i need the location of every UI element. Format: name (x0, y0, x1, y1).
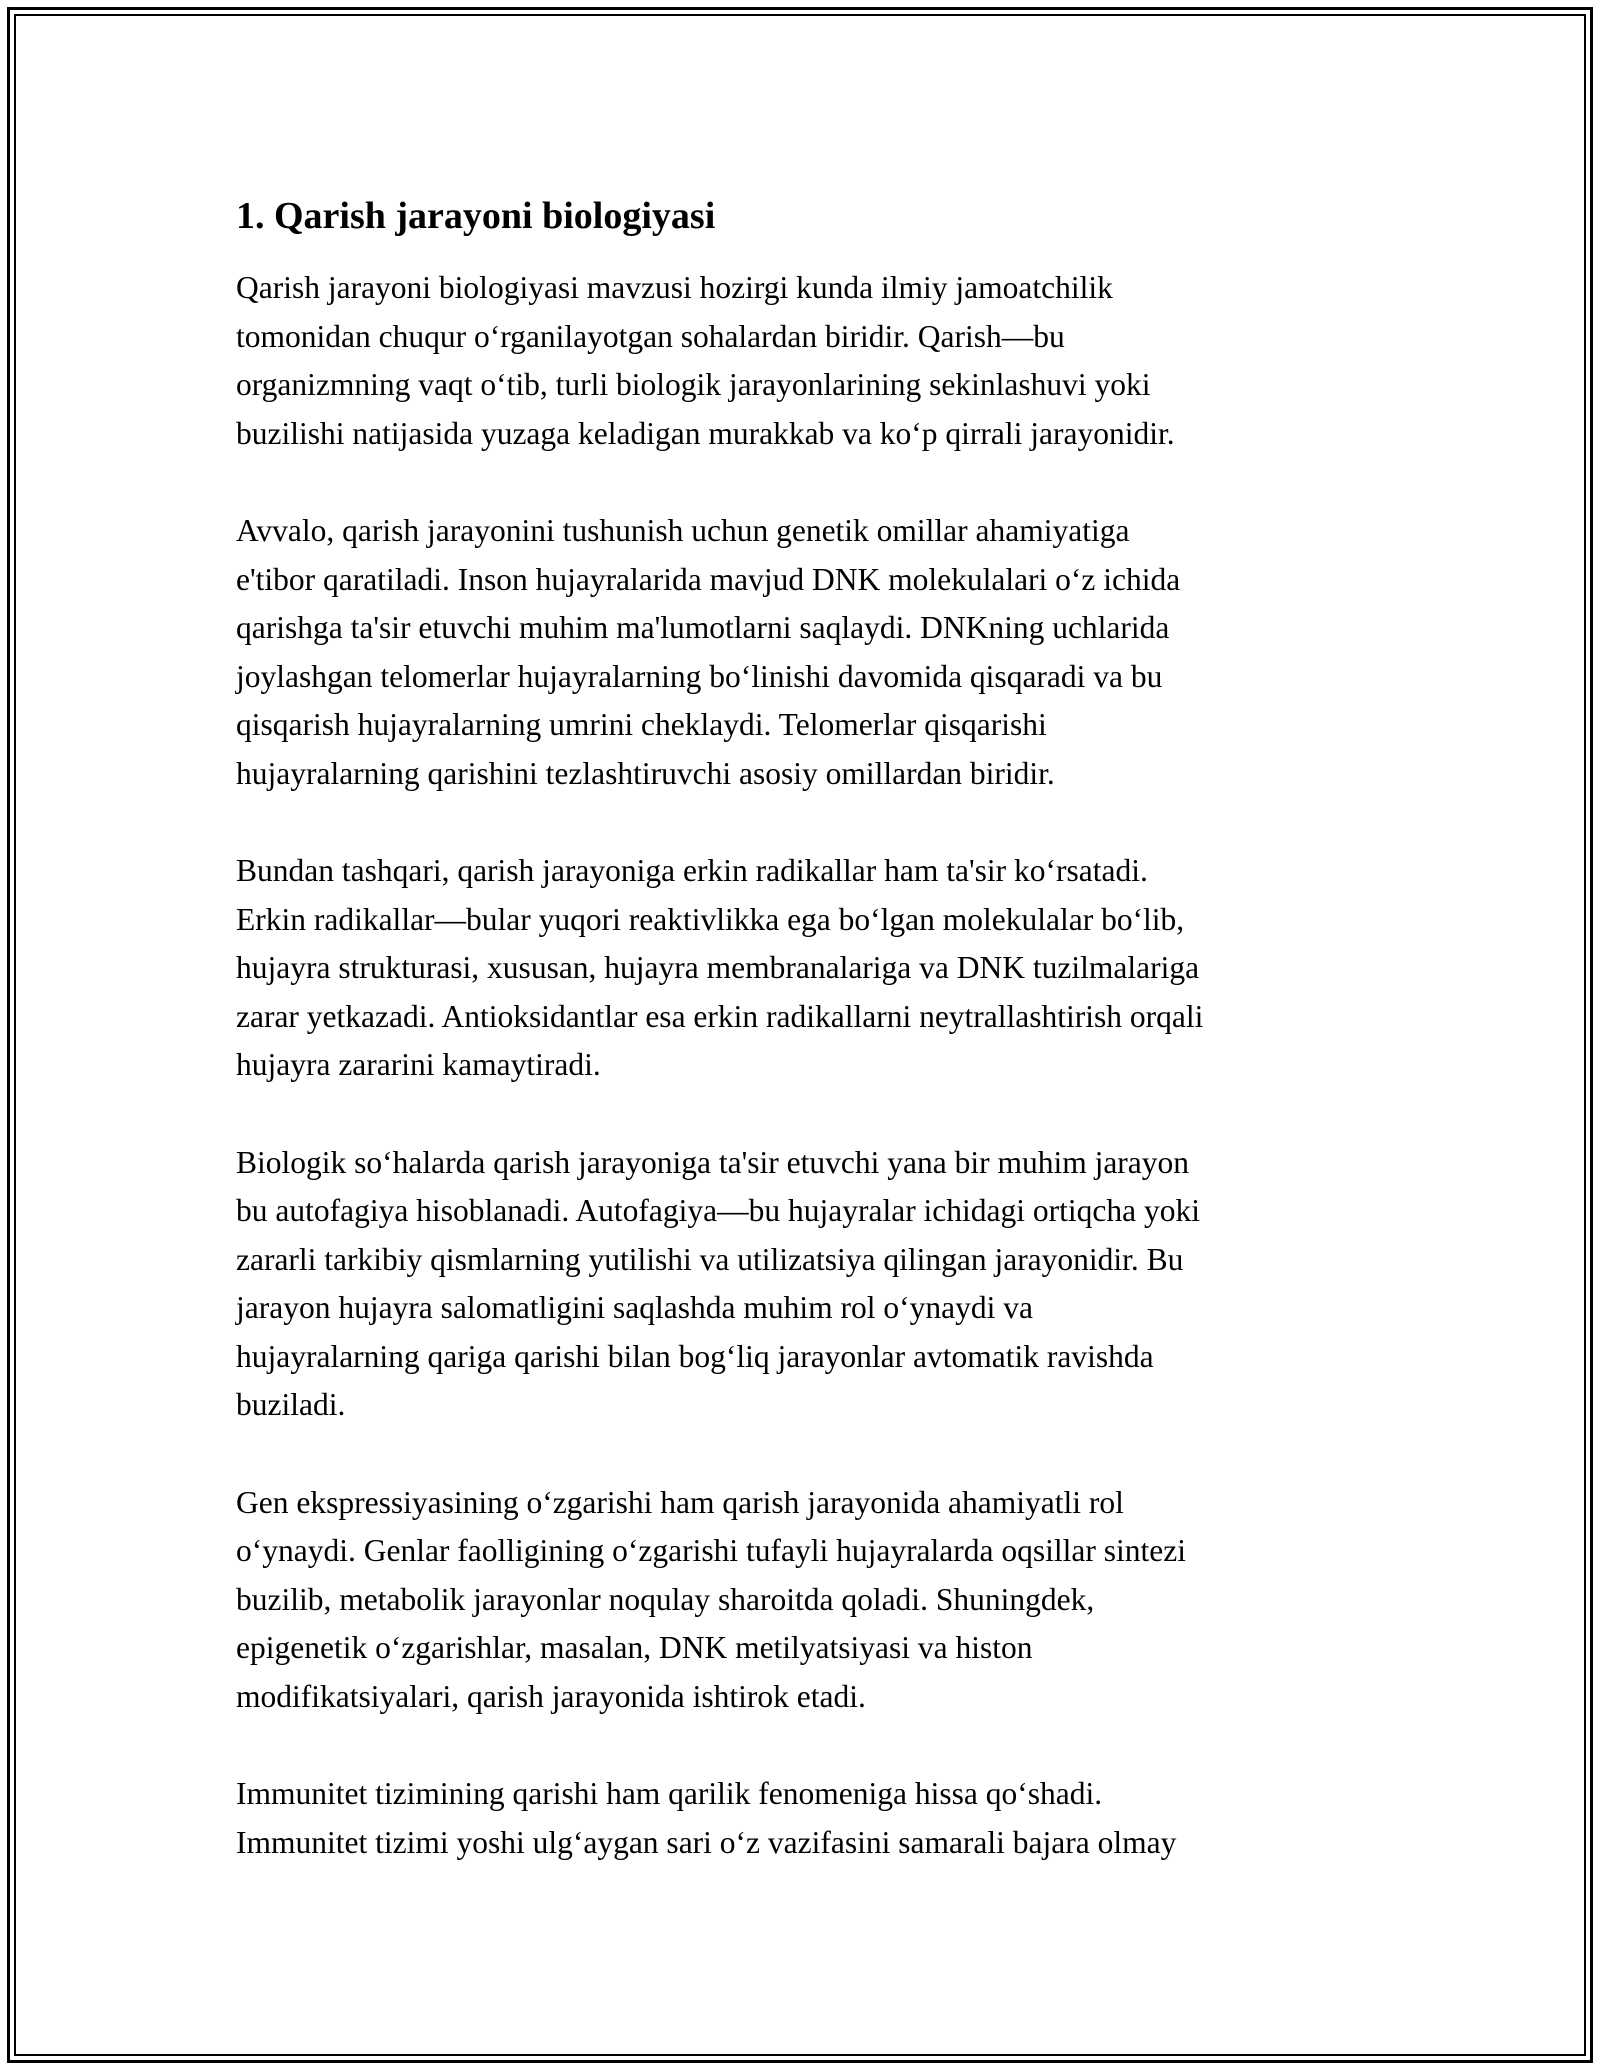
text-line: Bundan tashqari, qarish jarayoniga erkin radikallar ham ta'sir ko‘rsatadi. (236, 853, 1148, 888)
paragraph-3 (236, 847, 1386, 1090)
text-line: Gen ekspressiyasining o‘zgarishi ham qarish jarayonida ahamiyatli rol (236, 1484, 1124, 1520)
text-line: buziladi. (236, 1387, 346, 1422)
text-line: modifikatsiyalari, qarish jarayonida ishtirok etadi. (236, 1678, 866, 1714)
section-heading: 1. Qarish jarayoni biologiyasi (236, 195, 716, 237)
text-line: buzilib, metabolik jarayonlar noqulay sharoitda qoladi. Shuningdek, (236, 1581, 1095, 1617)
text-line: o‘ynaydi. Genlar faolligining o‘zgarishi tufayli hujayralarda oqsillar sintezi (236, 1533, 1186, 1568)
text-line: joylashgan telomerlar hujayralarning bo‘linishi davomida qisqaradi va bu (236, 658, 1163, 694)
text-line: Erkin radikallar—bular yuqori reaktivlikka ega bo‘lgan molekulalar bo‘lib, (236, 901, 1185, 937)
text-line: Biologik so‘halarda qarish jarayoniga ta'sir etuvchi yana bir muhim jarayon (236, 1144, 1190, 1180)
document-page (236, 188, 1386, 1916)
text-line: qarishga ta'sir etuvchi muhim ma'lumotlarni saqlaydi. DNKning uchlarida (236, 610, 1170, 645)
paragraph-1 (236, 264, 1386, 458)
text-line: qisqarish hujayralarning umrini cheklaydi. Telomerlar qisqarishi (236, 707, 1047, 742)
text-line: Immunitet tizimining qarishi ham qarilik fenomeniga hissa qo‘shadi. (236, 1776, 1103, 1811)
text-line: epigenetik o‘zgarishlar, masalan, DNK metilyatsiyasi va histon (236, 1630, 1033, 1665)
text-line: bu autofagiya hisoblanadi. Autofagiya—bu hujayralar ichidagi ortiqcha yoki (236, 1193, 1200, 1228)
text-line: buzilishi natijasida yuzaga keladigan murakkab va ko‘p qirrali jarayonidir. (236, 415, 1175, 451)
paragraph-4 (236, 1139, 1386, 1430)
text-line: e'tibor qaratiladi. Inson hujayralarida mavjud DNK molekulalari o‘z ichida (236, 561, 1181, 597)
paragraph-2 (236, 507, 1386, 798)
paragraph-5 (236, 1479, 1386, 1722)
paragraph-6 (236, 1770, 1386, 1867)
text-line: jarayon hujayra salomatligini saqlashda muhim rol o‘ynaydi va (236, 1290, 1033, 1325)
text-line: organizmning vaqt o‘tib, turli biologik jarayonlarining sekinlashuvi yoki (236, 367, 1151, 402)
text-line: Avvalo, qarish jarayonini tushunish uchun genetik omillar ahamiyatiga (236, 513, 1130, 548)
text-line: hujayralarning qariga qarishi bilan bog‘liq jarayonlar avtomatik ravishda (236, 1338, 1154, 1374)
text-line: Immunitet tizimi yoshi ulg‘aygan sari o‘z vazifasini samarali bajara olmay (236, 1824, 1177, 1860)
text-line: zarar yetkazadi. Antioksidantlar esa erkin radikallarni neytrallashtirish orqali (236, 998, 1204, 1034)
text-line: Qarish jarayoni biologiyasi mavzusi hozirgi kunda ilmiy jamoatchilik (236, 270, 1113, 305)
text-line: zararli tarkibiy qismlarning yutilishi va utilizatsiya qilingan jarayonidir. Bu (236, 1241, 1184, 1277)
text-line: hujayra strukturasi, xususan, hujayra membranalariga va DNK tuzilmalariga (236, 950, 1200, 985)
text-line: hujayra zararini kamaytiradi. (236, 1047, 601, 1082)
text-line: hujayralarning qarishini tezlashtiruvchi asosiy omillardan biridir. (236, 755, 1055, 791)
text-line: tomonidan chuqur o‘rganilayotgan sohalardan biridir. Qarish—bu (236, 318, 1065, 354)
